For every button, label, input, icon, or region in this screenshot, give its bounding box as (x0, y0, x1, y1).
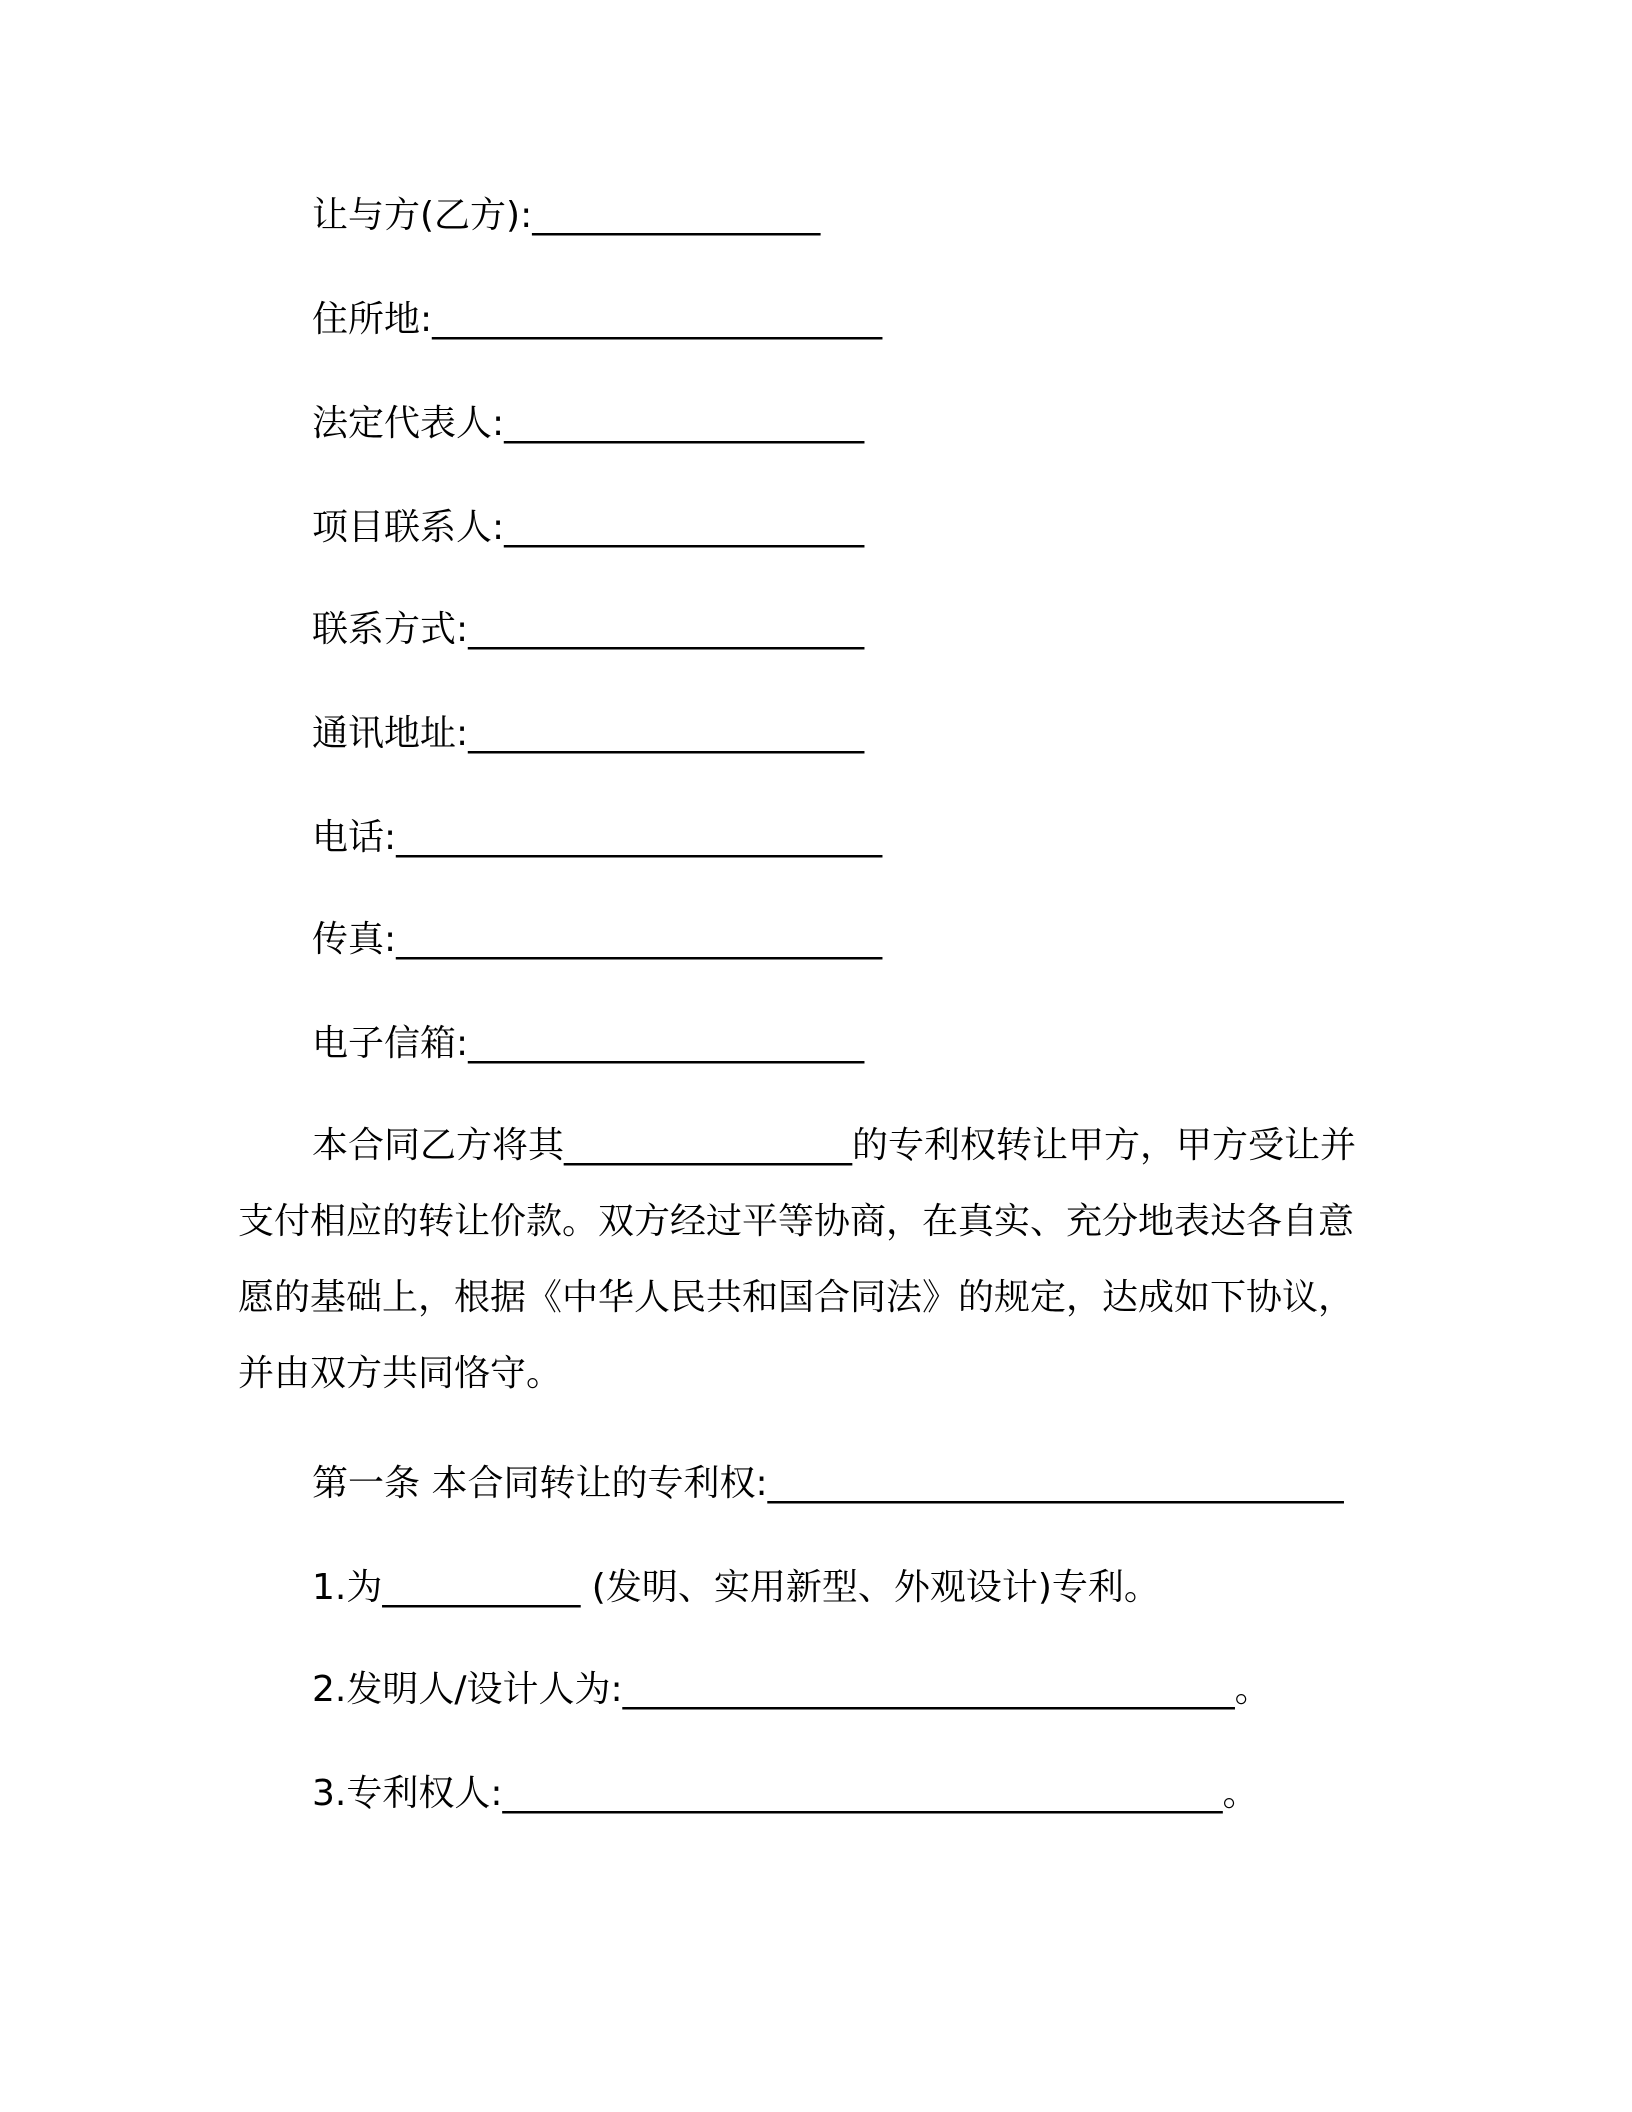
article-1-item-2: 2.发明人/设计人为:__________________________________。 (312, 1669, 1271, 1710)
field-project-contact: 项目联系人:____________________ (312, 507, 865, 548)
field-legal-representative: 法定代表人:____________________ (312, 403, 865, 444)
field-mailing-address: 通讯地址:______________________ (312, 713, 865, 754)
field-contact-method: 联系方式:______________________ (312, 609, 865, 650)
article-1-item-3: 3.专利权人:________________________________________。 (312, 1773, 1259, 1814)
article-1-item-1: 1.为___________ (发明、实用新型、外观设计)专利。 (312, 1567, 1160, 1608)
field-assignor: 让与方(乙方):________________ (312, 195, 821, 236)
article-1-heading: 第一条 本合同转让的专利权:________________________________ (312, 1463, 1344, 1504)
field-fax: 传真:___________________________ (312, 919, 883, 960)
field-phone: 电话:___________________________ (312, 817, 883, 858)
field-email: 电子信箱:______________________ (312, 1023, 865, 1064)
field-domicile: 住所地:_________________________ (312, 299, 883, 340)
preamble-paragraph: 本合同乙方将其________________的专利权转让甲方，甲方受让并支付相应的转让价款。双方经过平等协商，在真实、充分地表达各自意愿的基础上，根据《中华人民共和国合同法》的规定，达成如下协议，并由双方共同恪守。 (238, 1125, 1357, 1394)
